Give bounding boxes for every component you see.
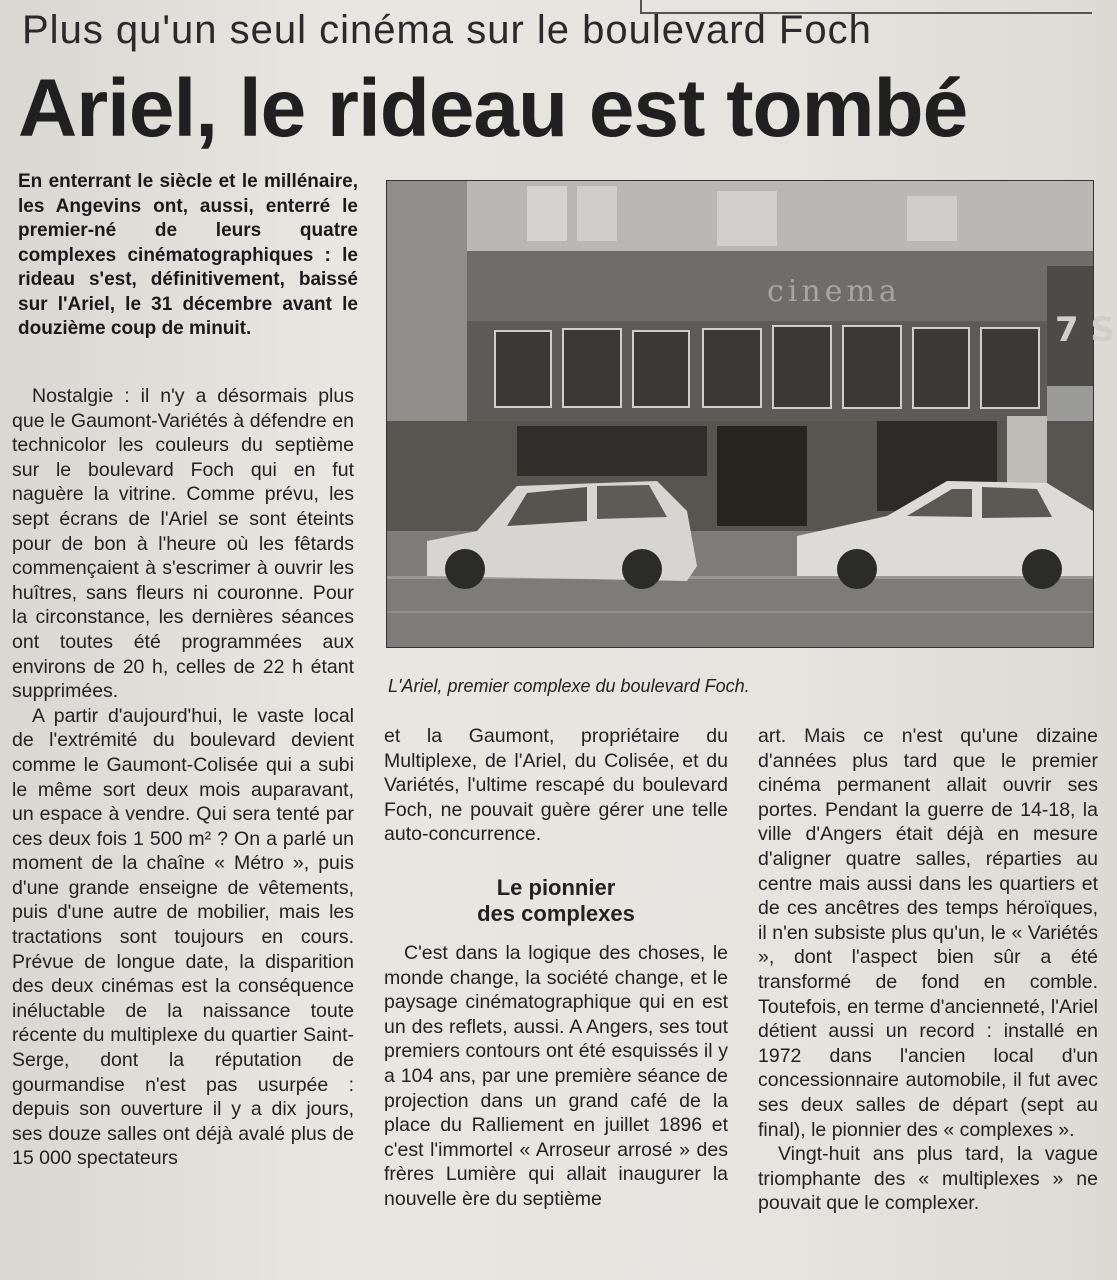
col2-paragraph-1: et la Gaumont, propriétaire du Multiplexe, de l'Ariel, du Colisée, et du Variétés, l'ultime rescapé du boulevard Foch, ne pouvait guère gérer une telle auto-concurrence. <box>384 725 728 846</box>
cinema-sign: cinema <box>767 274 901 309</box>
section-subheading <box>384 875 728 927</box>
subheading-line-2: des complexes <box>477 900 635 926</box>
column-2 <box>384 724 728 1212</box>
photo-caption: L'Ariel, premier complexe du boulevard Foch. <box>388 676 750 696</box>
article-headline: Ariel, le rideau est tombé <box>18 63 968 154</box>
column-1 <box>12 384 354 1171</box>
col1-paragraph-2: A partir d'aujourd'hui, le vaste local de l'extrémité du boulevard devient comme le Gaumont-Colisée qui a subi le même sort deux mois auparavant, un espace à vendre. Qui sera tenté par ces deux fois 1 500 m² ? On a parlé un moment de la chaîne « Métro », puis d'une grande enseigne de vêtements, puis d'une autre de mobilier, mais les tractations sont toujours en cours. Prévue de longue date, la disparition des deux cinémas est la conséquence inéluctable de la naissance toute récente du multiplexe du quartier Saint-Serge, dont la réputation de gourmandise n'est pas usurpée : depuis son ouverture il y a dix jours, ses douze salles ont déjà avalé plus de 15 000 spectateurs <box>12 704 354 1170</box>
article-lead: En enterrant le siècle et le millénaire, les Angevins ont, aussi, enterré le premier-né de leurs quatre complexes cinématographiques : le rideau s'est, définitivement, baissé sur l'Ariel, le 31 décembre avant le douzième coup de minuit. <box>18 171 358 339</box>
subheading-line-1: Le pionnier <box>496 874 616 900</box>
col2-paragraph-2: C'est dans la logique des choses, le monde change, la société change, et le paysage cinématographique qui en est un des reflets, aussi. A Angers, ses tout premiers contours ont été esquissés il y a 104 ans, par une première séance de projection dans un grand café de la place du Ralliement en juillet 1896 et c'est l'immortel « Arroseur arrosé » des frères Lumière qui allait inaugurer la nouvelle ère du septième <box>384 941 728 1210</box>
cinema-photo <box>386 180 1115 648</box>
cinema-facade-illustration <box>387 181 1115 647</box>
col3-paragraph-2: Vingt-huit ans plus tard, la vague triomphante des « multiplexes » ne pouvait que le complexer. <box>758 1143 1098 1215</box>
col3-paragraph-1: art. Mais ce n'est qu'une dizaine d'années plus tard que le premier cinéma permanent allait ouvrir ses portes. Pendant la guerre de 14-18, la ville d'Angers était déjà en mesure d'aligner quatre salles, réparties au centre mais aussi dans les quartiers et de ces ancêtres des temps héroïques, il n'en subsiste plus qu'un, le « Variétés », dont l'aspect bien sûr a été transformé de fond en comble. Toutefois, en terme d'ancienneté, l'Ariel détient aussi un record : installé en 1972 dans l'ancien local d'un concessionnaire automobile, il fut avec ses deux salles de départ (sept au final), le pionnier des « complexes ». <box>758 725 1098 1141</box>
article-kicker: Plus qu'un seul cinéma sur le boulevard Foch <box>22 8 872 52</box>
col1-paragraph-1: Nostalgie : il n'y a désormais plus que le Gaumont-Variétés à défendre en technicolor les couleurs du septième sur le boulevard Foch qui en fut naguère la vitrine. Comme prévu, les sept écrans de l'Ariel se sont éteints pour de bon à l'heure où les fêtards commençaient à s'escrimer à ouvrir les huîtres, sans fleurs ni couronne. Pour la circonstance, les dernières séances ont toutes été programmées aux environs de 20 h, celles de 22 h étant supprimées. <box>12 385 354 703</box>
column-3 <box>758 724 1098 1216</box>
side-sign: 7 S <box>1055 310 1115 350</box>
